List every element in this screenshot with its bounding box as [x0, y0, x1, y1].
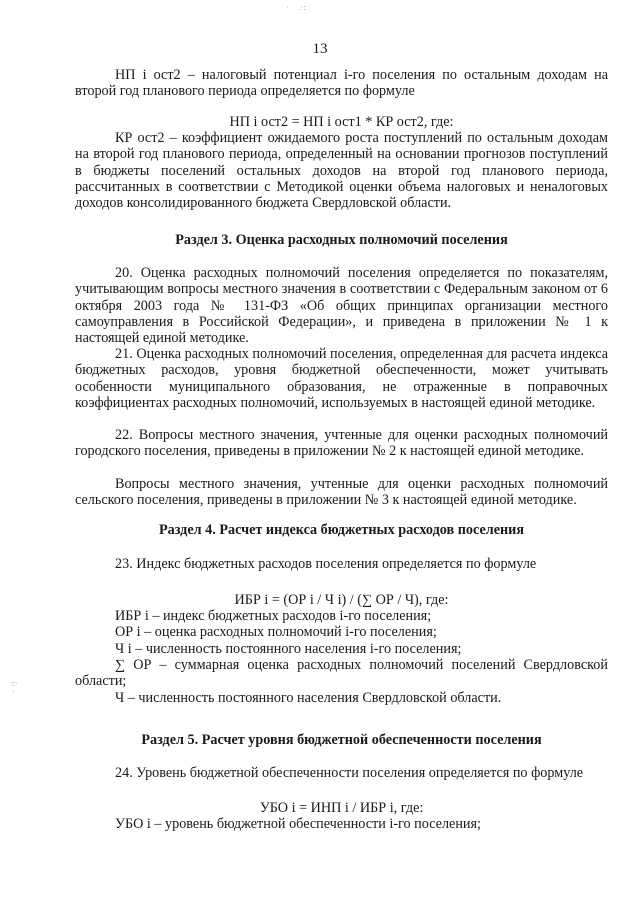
definition-ibr-i: ИБР i – индекс бюджетных расходов i-го поселения; [115, 608, 432, 624]
paragraph-np-ost2: НП i ост2 – налоговый потенциал i-го поселения по остальным доходам на второй год планового периода определяется по формуле [75, 67, 608, 100]
section-4-heading: Раздел 4. Расчет индекса бюджетных расходов поселения [158, 522, 525, 538]
section-3-heading: Раздел 3. Оценка расходных полномочий поселения [175, 232, 508, 248]
formula-ubo: УБО i = ИНП i / ИБР i, где: [259, 800, 424, 816]
scan-speck-top: · .·: [286, 3, 306, 12]
paragraph-21: 21. Оценка расходных полномочий поселения, определенная для расчета индекса бюджетных расходов, уровня бюджетной обеспеченности, может учитывать особенности муниципального образования, не отраженные в поправочных коэффициентах расходных полномочий, используемых в настоящей единой методике. [75, 346, 608, 411]
paragraph-22: 22. Вопросы местного значения, учтенные для оценки расходных полномочий городского поселения, приведены в приложении № 2 к настоящей единой методике. [75, 427, 608, 460]
definition-or-i: ОР i – оценка расходных полномочий i-го поселения; [115, 624, 437, 641]
section-5-heading: Раздел 5. Расчет уровня бюджетной обеспеченности поселения [141, 732, 542, 748]
definition-ch: Ч – численность постоянного населения Свердловской области. [115, 690, 502, 706]
page-number: 13 [312, 41, 328, 57]
paragraph-22-rural: Вопросы местного значения, учтенные для оценки расходных полномочий сельского поселения, приведены в приложении № 3 к настоящей единой методике. [75, 476, 608, 509]
paragraph-24: 24. Уровень бюджетной обеспеченности поселения определяется по формуле [115, 765, 584, 781]
paragraph-20: 20. Оценка расходных полномочий поселения определяется по показателям, учитывающим вопросы местного значения в соответствии с Федеральным законом от 6 октября 2003 года № 131-ФЗ «Об общих принципах организации местного самоуправления в Российской Федерации», и приведена в приложении № 1 к настоящей единой методике. [75, 265, 608, 347]
definition-ibr [75, 608, 608, 657]
definition-ch-i: Ч i – численность постоянного населения i-го поселения; [115, 640, 462, 657]
paragraph-23: 23. Индекс бюджетных расходов поселения определяется по формуле [115, 556, 537, 572]
definition-sum-or: ∑ ОР – суммарная оценка расходных полномочий поселений Свердловской области; [75, 657, 608, 690]
formula-np-ost2: НП i ост2 = НП i ост1 * КР ост2, где: [229, 114, 454, 130]
definition-ubo-i: УБО i – уровень бюджетной обеспеченности i-го поселения; [115, 816, 481, 832]
paragraph-kr-ost2: КР ост2 – коэффициент ожидаемого роста поступлений по остальным доходам на второй год планового периода, определенный на основании прогнозов поступлений в бюджеты поселений остальных доходов на второй год планового периода, рассчитанных в соответствии с Методикой оценки объема налоговых и неналоговых доходов консолидированного бюджета Свердловской области. [75, 130, 608, 212]
formula-ibr: ИБР i = (ОР i / Ч i) / (∑ ОР / Ч), где: [234, 592, 449, 608]
scan-speck-left: ·:· · [10, 679, 18, 696]
